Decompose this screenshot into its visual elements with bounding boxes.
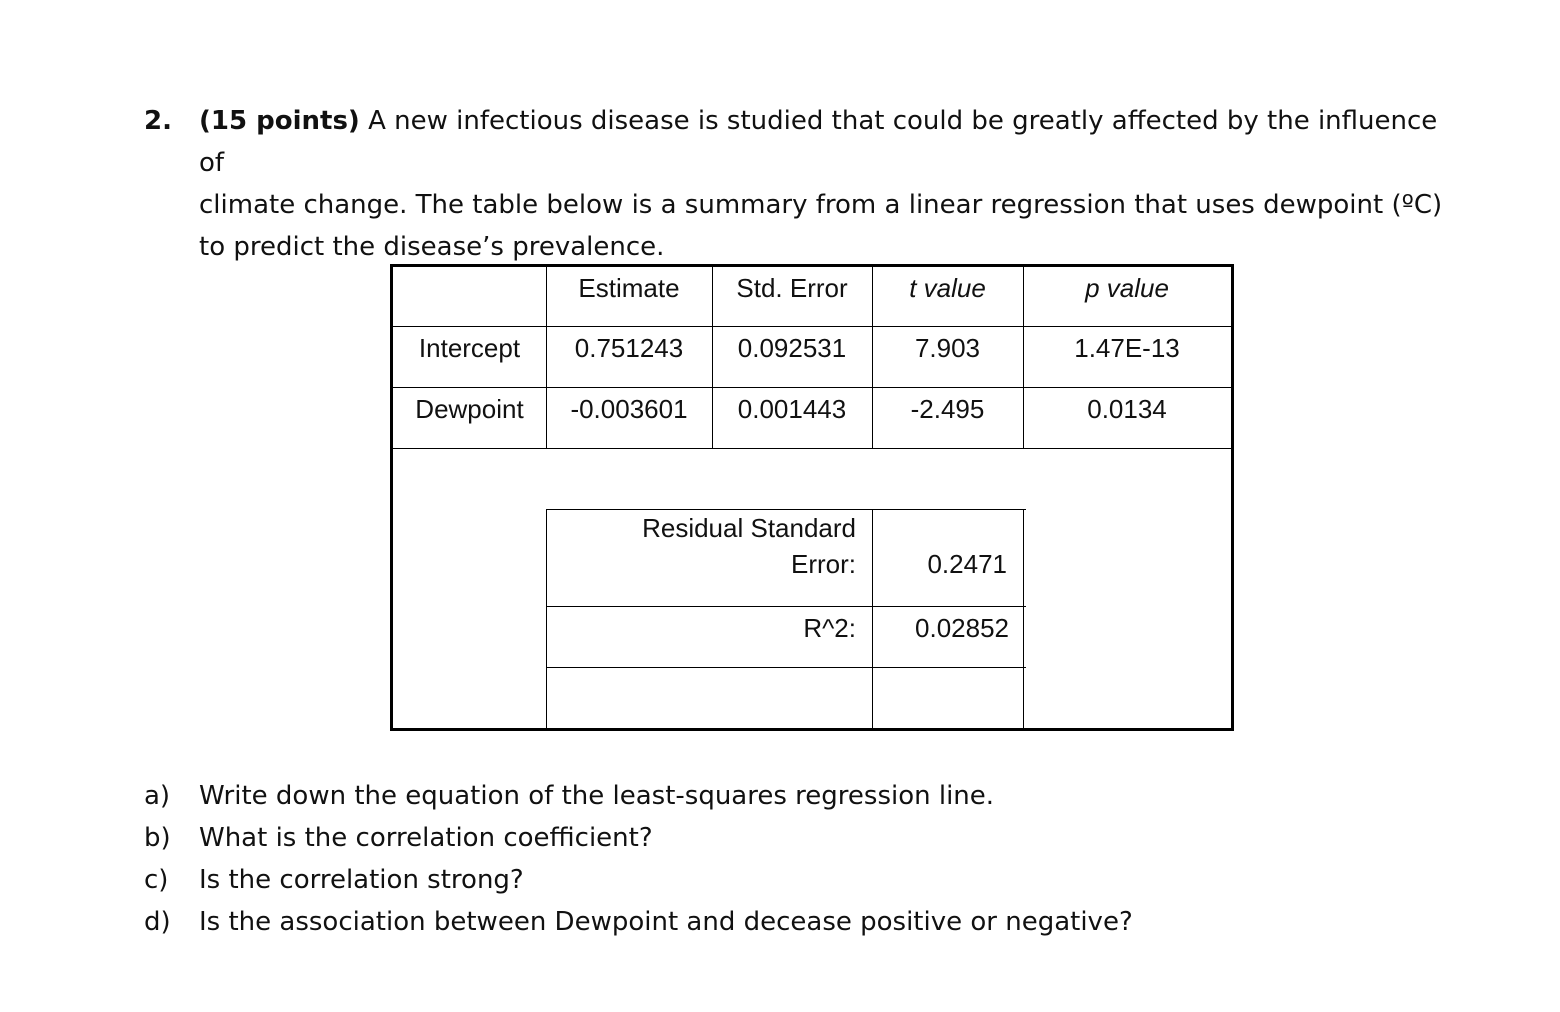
lower-rule-right xyxy=(1023,509,1024,728)
intercept-std-error: 0.092531 xyxy=(737,332,847,363)
intercept-t-value: 7.903 xyxy=(914,332,981,363)
dewpoint-std-error: 0.001443 xyxy=(737,393,847,424)
rse-label-line-1: Residual Standard xyxy=(642,512,856,543)
question-points: (15 points) xyxy=(199,106,360,136)
question-prompt xyxy=(144,100,1464,268)
dewpoint-t-value: -2.495 xyxy=(910,393,985,424)
row-dewpoint-label: Dewpoint xyxy=(415,393,524,424)
part-a-text: Write down the equation of the least-squares regression line. xyxy=(199,781,995,811)
header-estimate: Estimate xyxy=(578,272,680,303)
header-t-value: t value xyxy=(909,272,986,303)
row-intercept-label: Intercept xyxy=(418,332,521,363)
part-c-text: Is the correlation strong? xyxy=(199,865,524,895)
header-p-value: p value xyxy=(1085,272,1169,303)
question-line-1 xyxy=(199,100,1464,184)
rse-label-line-2: Error: xyxy=(791,548,856,579)
part-b-letter: b) xyxy=(144,823,171,853)
part-c-letter: c) xyxy=(144,865,169,895)
r2-bottom-rule xyxy=(546,667,1026,668)
row-rule-2 xyxy=(393,448,1231,449)
regression-table xyxy=(390,264,1234,731)
dewpoint-p-value: 0.0134 xyxy=(1087,393,1167,424)
dewpoint-estimate: -0.003601 xyxy=(570,393,688,424)
part-a-letter: a) xyxy=(144,781,171,811)
part-d-letter: d) xyxy=(144,907,171,937)
intercept-estimate: 0.751243 xyxy=(574,332,684,363)
part-b-text: What is the correlation coefficient? xyxy=(199,823,653,853)
question-line-3: to predict the disease’s prevalence. xyxy=(199,232,665,262)
question-body xyxy=(199,100,1464,268)
rse-value: 0.2471 xyxy=(927,548,1007,579)
part-d-text: Is the association between Dewpoint and decease positive or negative? xyxy=(199,907,1133,937)
question-line-2: climate change. The table below is a summary from a linear regression that uses dewpoint (ºC) xyxy=(199,190,1443,220)
question-number: 2. xyxy=(144,106,172,136)
intercept-p-value: 1.47E-13 xyxy=(1074,332,1180,363)
r2-label: R^2: xyxy=(803,612,856,643)
header-std-error: Std. Error xyxy=(736,272,848,303)
r2-value: 0.02852 xyxy=(915,612,1009,643)
question-text-1: A new infectious disease is studied that could be greatly affected by the influence of xyxy=(199,106,1438,178)
